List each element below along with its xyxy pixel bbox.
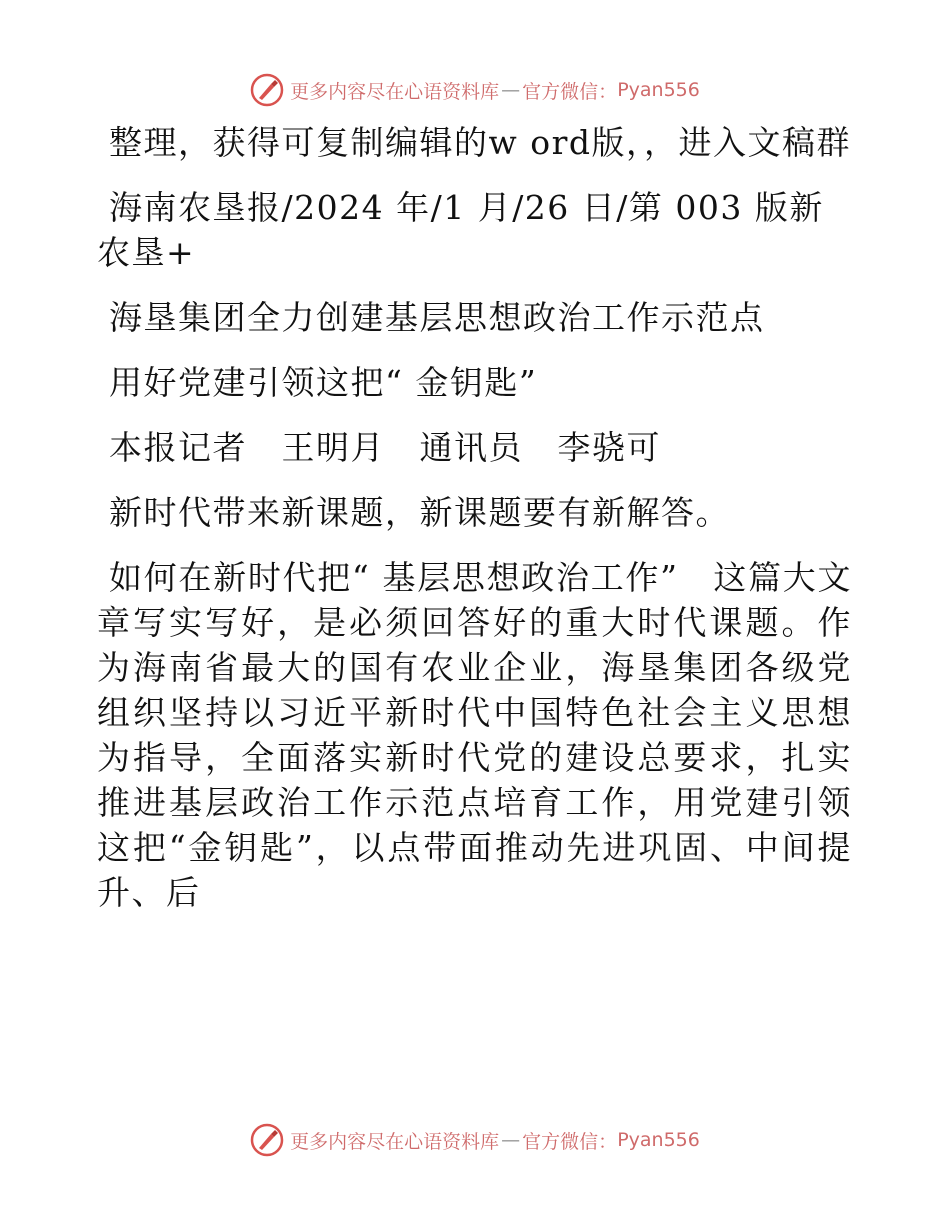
article-title: 用好党建引领这把“ 金钥匙”	[109, 363, 538, 402]
watermark-wechat-label: 官方微信：	[522, 1130, 618, 1153]
byline: 本报记者 王明月 通讯员 李骁可	[109, 428, 661, 467]
lead-sentence: 新时代带来新课题，新课题要有新解答。	[109, 493, 730, 532]
watermark-separator: —	[501, 79, 521, 101]
watermark-header	[0, 70, 950, 110]
pen-logo-icon	[250, 1123, 284, 1157]
watermark-wechat-id: Pyan556	[617, 1129, 700, 1151]
document-body	[97, 120, 852, 935]
source-line: 海南农垦报/2024 年/1 月/26 日/第 003 版新农垦+	[97, 188, 824, 272]
watermark-separator: —	[501, 1129, 521, 1151]
intro-note: 整理，获得可复制编辑的w ord版，，进入文稿群	[109, 123, 852, 162]
watermark-main-text: 更多内容尽在心语资料库	[290, 80, 500, 103]
watermark-wechat-id: Pyan556	[617, 79, 700, 101]
watermark-footer	[0, 1120, 950, 1160]
pen-logo-icon	[250, 73, 284, 107]
watermark-main-text: 更多内容尽在心语资料库	[290, 1130, 500, 1153]
article-subtitle: 海垦集团全力创建基层思想政治工作示范点	[109, 298, 765, 337]
body-paragraph: 如何在新时代把“ 基层思想政治工作” 这篇大文章写实写好，是必须回答好的重大时代课题。作为海南省最大的国有农业企业，海垦集团各级党组织坚持以习近平新时代中国特色社会主义思想为指导，全面落实新时代党的建设总要求，扎实推进基层政治工作示范点培育工作，用党建引领这把“金钥匙”，以点带面推动先进巩固、中间提升、后	[97, 558, 852, 912]
watermark-wechat-label: 官方微信：	[522, 80, 618, 103]
